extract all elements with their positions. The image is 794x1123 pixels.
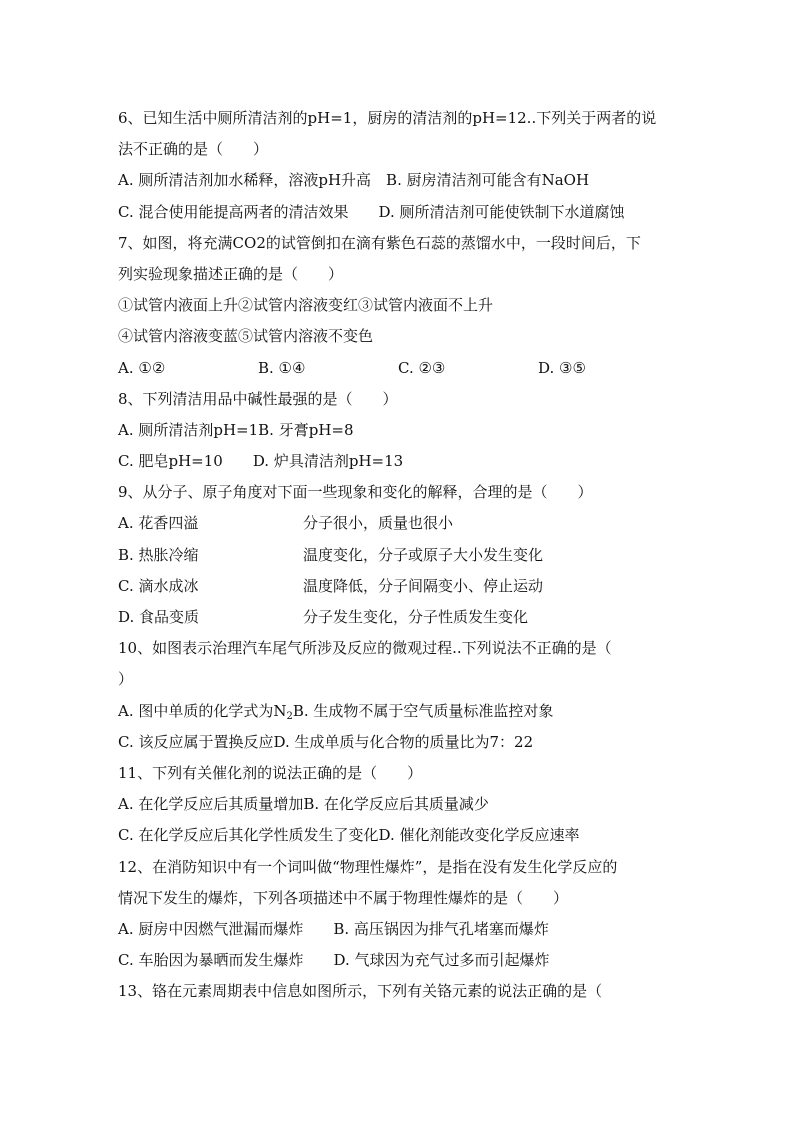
q8-stem: 8、下列清洁用品中碱性最强的是（ ） [118,389,398,408]
q9-option-text: 温度降低，分子间隔变小、停止运动 [303,576,544,595]
q10-stem-line-1: 10、如图表示治理汽车尾气所涉及反应的微观过程..下列说法不正确的是（ [118,639,612,658]
q7-stem-line-2: 列实验现象描述正确的是（ ） [118,264,344,283]
q9-option-row [118,571,678,602]
q8-options-cd: C. 肥皂pH=10 D. 炉具清洁剂pH=13 [118,452,404,471]
q7-option-d: D. ③⑤ [538,358,586,377]
q7-statements-2: ④试管内溶液变蓝⑤试管内溶液不变色 [118,327,374,346]
q11-stem: 11、下列有关催化剂的说法正确的是（ ） [118,763,423,782]
q7-statements-1: ①试管内液面上升②试管内溶液变红③试管内液面不上升 [118,296,494,315]
q10-subscript: 2 [286,710,293,722]
q12-stem-line-1: 12、在消防知识中有一个词叫做“物理性爆炸”，是指在没有发生化学反应的 [118,857,618,876]
q11-options-ab: A. 在化学反应后其质量增加B. 在化学反应后其质量减少 [118,795,489,814]
q7-stem-line-1: 7、如图，将充满CO2的试管倒扣在滴有紫色石蕊的蒸馏水中，一段时间后，下 [118,233,641,252]
q13-stem-line-1: 13、铬在元素周期表中信息如图所示，下列有关铬元素的说法正确的是（ [118,982,603,1001]
q12-options-cd: C. 车胎因为暴晒而发生爆炸 D. 气球因为充气过多而引起爆炸 [118,951,550,970]
q9-option-label: A. 花香四溢 [118,514,199,533]
q6-options-cd: C. 混合使用能提高两者的清洁效果 D. 厕所清洁剂可能使铁制下水道腐蚀 [118,202,625,221]
q7-option-c: C. ②③ [398,358,446,377]
q9-stem: 9、从分子、原子角度对下面一些现象和变化的解释，合理的是（ ） [118,483,593,502]
q10-options-cd: C. 该反应属于置换反应D. 生成单质与化合物的质量比为7：22 [118,732,534,751]
q7-options [118,353,678,384]
q12-stem-line-2: 情况下发生的爆炸，下列各项描述中不属于物理性爆炸的是（ ） [118,888,569,907]
q9-option-label: B. 热胀冷缩 [118,545,199,564]
q6-stem-line-1: 6、已知生活中厕所清洁剂的pH=1，厨房的清洁剂的pH=12..下列关于两者的说 [118,109,657,127]
q9-option-row [118,602,678,633]
question-list [118,103,678,1007]
q8-options-ab: A. 厕所清洁剂pH=1B. 牙膏pH=8 [118,420,354,439]
q7-option-b: B. ①④ [258,358,306,377]
q12-options-ab: A. 厨房中因燃气泄漏而爆炸 B. 高压锅因为排气孔堵塞而爆炸 [118,919,549,938]
q9-option-label: D. 食品变质 [118,608,200,626]
q10-option-b-text: B. 生成物不属于空气质量标准监控对象 [292,701,554,720]
q10-option-a-text: A. 图中单质的化学式为N [118,701,287,720]
q6-options-ab: A. 厕所清洁剂加水稀释，溶液pH升高 B. 厨房清洁剂可能含有NaOH [118,171,590,190]
q9-option-row [118,508,678,539]
q9-option-label: C. 滴水成冰 [118,576,199,595]
q11-options-cd: C. 在化学反应后其化学性质发生了变化D. 催化剂能改变化学反应速率 [118,826,580,845]
q9-option-text: 温度变化，分子或原子大小发生变化 [303,545,544,564]
q7-option-a: A. ①② [118,358,166,377]
q9-option-text: 分子发生变化，分子性质发生变化 [303,608,529,626]
q6-stem-line-2: 法不正确的是（ ） [118,140,269,159]
q9-option-row [118,540,678,571]
q10-options-ab [118,696,678,727]
q10-stem-line-2: ） [118,670,134,689]
q9-option-text: 分子很小，质量也很小 [303,514,454,533]
